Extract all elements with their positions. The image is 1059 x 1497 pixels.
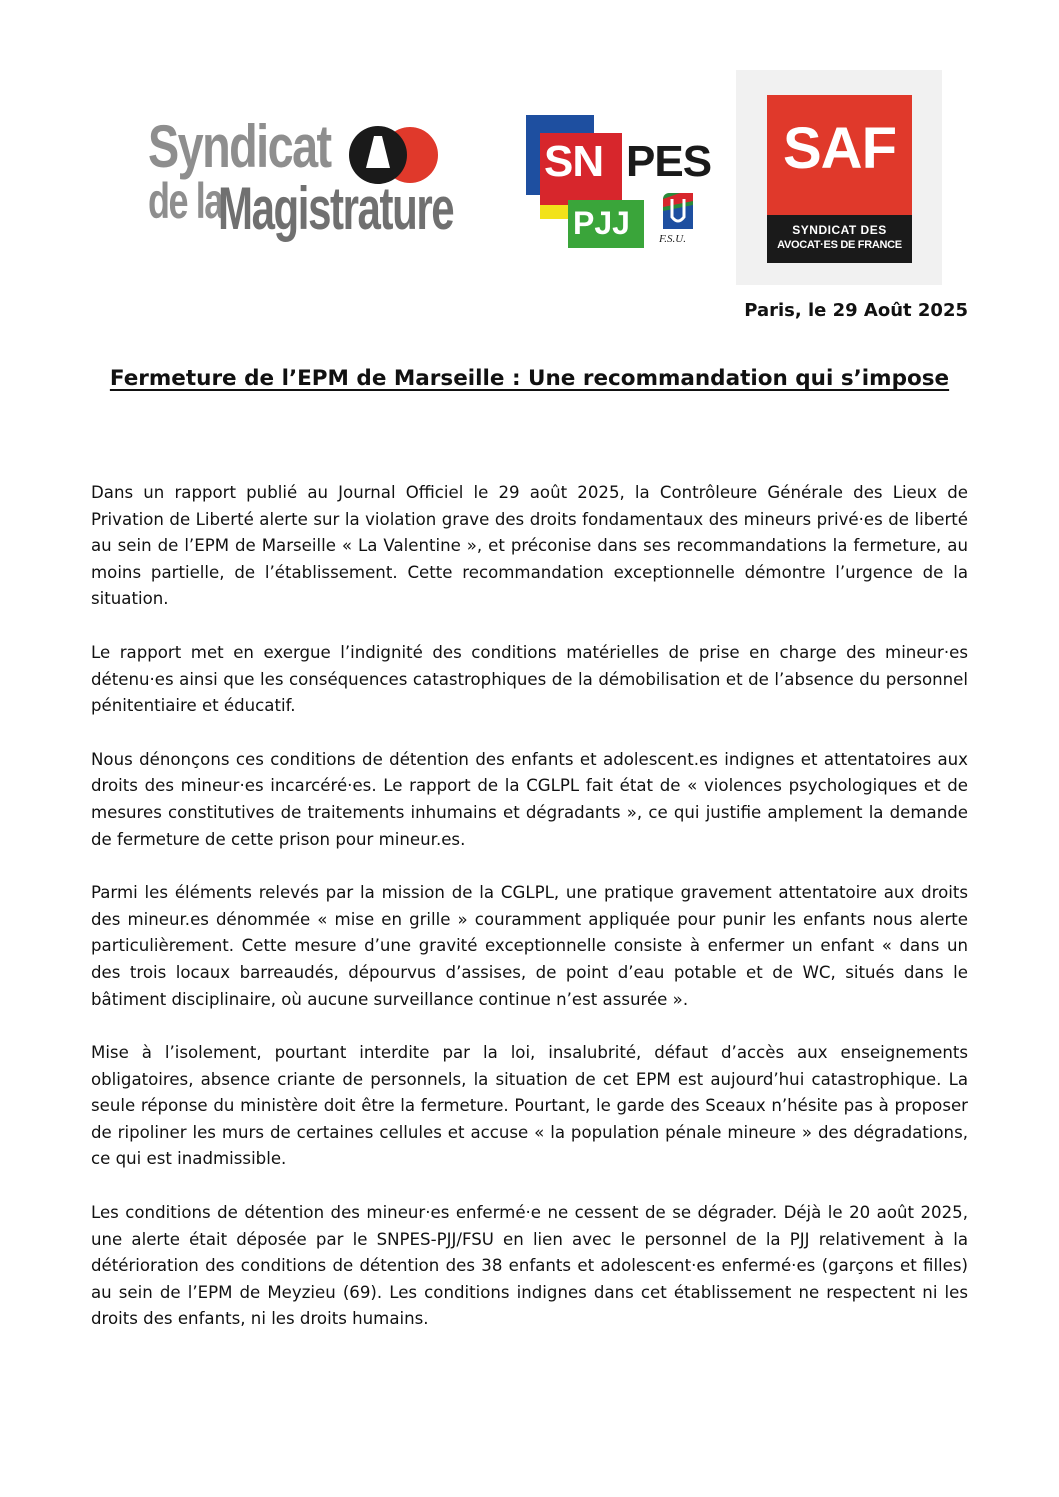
saf-red-box [767, 95, 912, 263]
snpes-pes-text: PES [626, 137, 712, 186]
document-title: Fermeture de l’EPM de Marseille : Une recommandation qui s’impose [109, 366, 950, 391]
saf-subtitle-line1: SYNDICAT DES [792, 223, 887, 237]
paragraph-1: Dans un rapport publié au Journal Officiel le 29 août 2025, la Contrôleure Générale des Lieux de Privation de Liberté alerte sur la violation grave des droits fondamentaux des mineurs privé·es de liberté au sein de l’EPM de Marseille « La Valentine », et préconise dans ses recommandations la fermeture, au moins partielle, de l’établissement. Cette recommandation exceptionnelle démontre l’urgence de la situation. [91, 483, 968, 609]
syndicat-magistrature-logo [148, 113, 498, 243]
sm-logo-line2b: Magistrature [218, 175, 454, 242]
document-body [91, 480, 968, 1360]
saf-subtitle-band [767, 215, 912, 263]
saf-subtitle-line2: AVOCAT·ES DE FRANCE [777, 239, 902, 251]
document-date: Paris, le 29 Août 2025 [744, 300, 968, 321]
fsu-emblem-icon [660, 191, 696, 231]
logo-header [0, 0, 1059, 300]
sm-logo-line1: Syndicat [148, 113, 331, 180]
sm-logo-line2a: de la [148, 173, 223, 229]
paragraph-6: Les conditions de détention des mineur·es enfermé·e ne cessent de se dégrader. Déjà le 20 août 2025, une alerte était déposée par le SNPES-PJJ/FSU en lien avec le personnel de la PJJ relativement à la détérioration des conditions de détention des 38 enfants et adolescent·es enfermé·es (garçons et filles) au sein de l’EPM de Meyzieu (69). Les conditions indignes dans cet établissement ne respectent ni les droits des enfants, ni les droits humains. [91, 1203, 968, 1329]
fsu-text: F.S.U. [659, 233, 686, 245]
saf-logo [736, 70, 942, 285]
snpes-sn-text: SN [544, 137, 604, 186]
snpes-pjj-text: PJJ [573, 205, 630, 241]
saf-title: SAF [783, 116, 896, 181]
snpes-pjj-logo [526, 113, 722, 248]
paragraph-5: Mise à l’isolement, pourtant interdite par la loi, insalubrité, défaut d’accès aux enseignements obligatoires, absence criante de personnels, la situation de cet EPM est aujourd’hui catastrophique. La seule réponse du ministère doit être la fermeture. Pourtant, le garde des Sceaux n’hésite pas à proposer de ripoliner les murs de certaines cellules et accuse « la population pénale mineure » des dégradations, ce qui est inadmissible. [91, 1043, 968, 1169]
paragraph-2: Le rapport met en exergue l’indignité des conditions matérielles de prise en charge des mineur·es détenu·es ainsi que les conséquences catastrophiques de la démobilisation et de l’absence du personnel pénitentiaire et éducatif. [91, 642, 968, 716]
paragraph-3: Nous dénonçons ces conditions de détention des enfants et adolescent.es indignes et attentatoires aux droits des mineur·es incarcéré·es. Le rapport de la CGLPL fait état de « violences psychologiques et de mesures constitutives de traitements inhumains et dégradants », ce qui justifie amplement la demande de fermeture de cette prison pour mineur.es. [91, 749, 968, 849]
paragraph-4: Parmi les éléments relevés par la mission de la CGLPL, une pratique gravement attentatoire aux droits des mineur.es dénommée « mise en grille » couramment appliquée pour punir les enfants nous alerte particulièrement. Cette mesure d’une gravité exceptionnelle consiste à enfermer un enfant « dans un des trois locaux barreaudés, dépourvus d’assises, de point d’eau potable et de WC, situés dans le bâtiment disciplinaire, où aucune surveillance continue n’est assurée ». [91, 883, 968, 1009]
